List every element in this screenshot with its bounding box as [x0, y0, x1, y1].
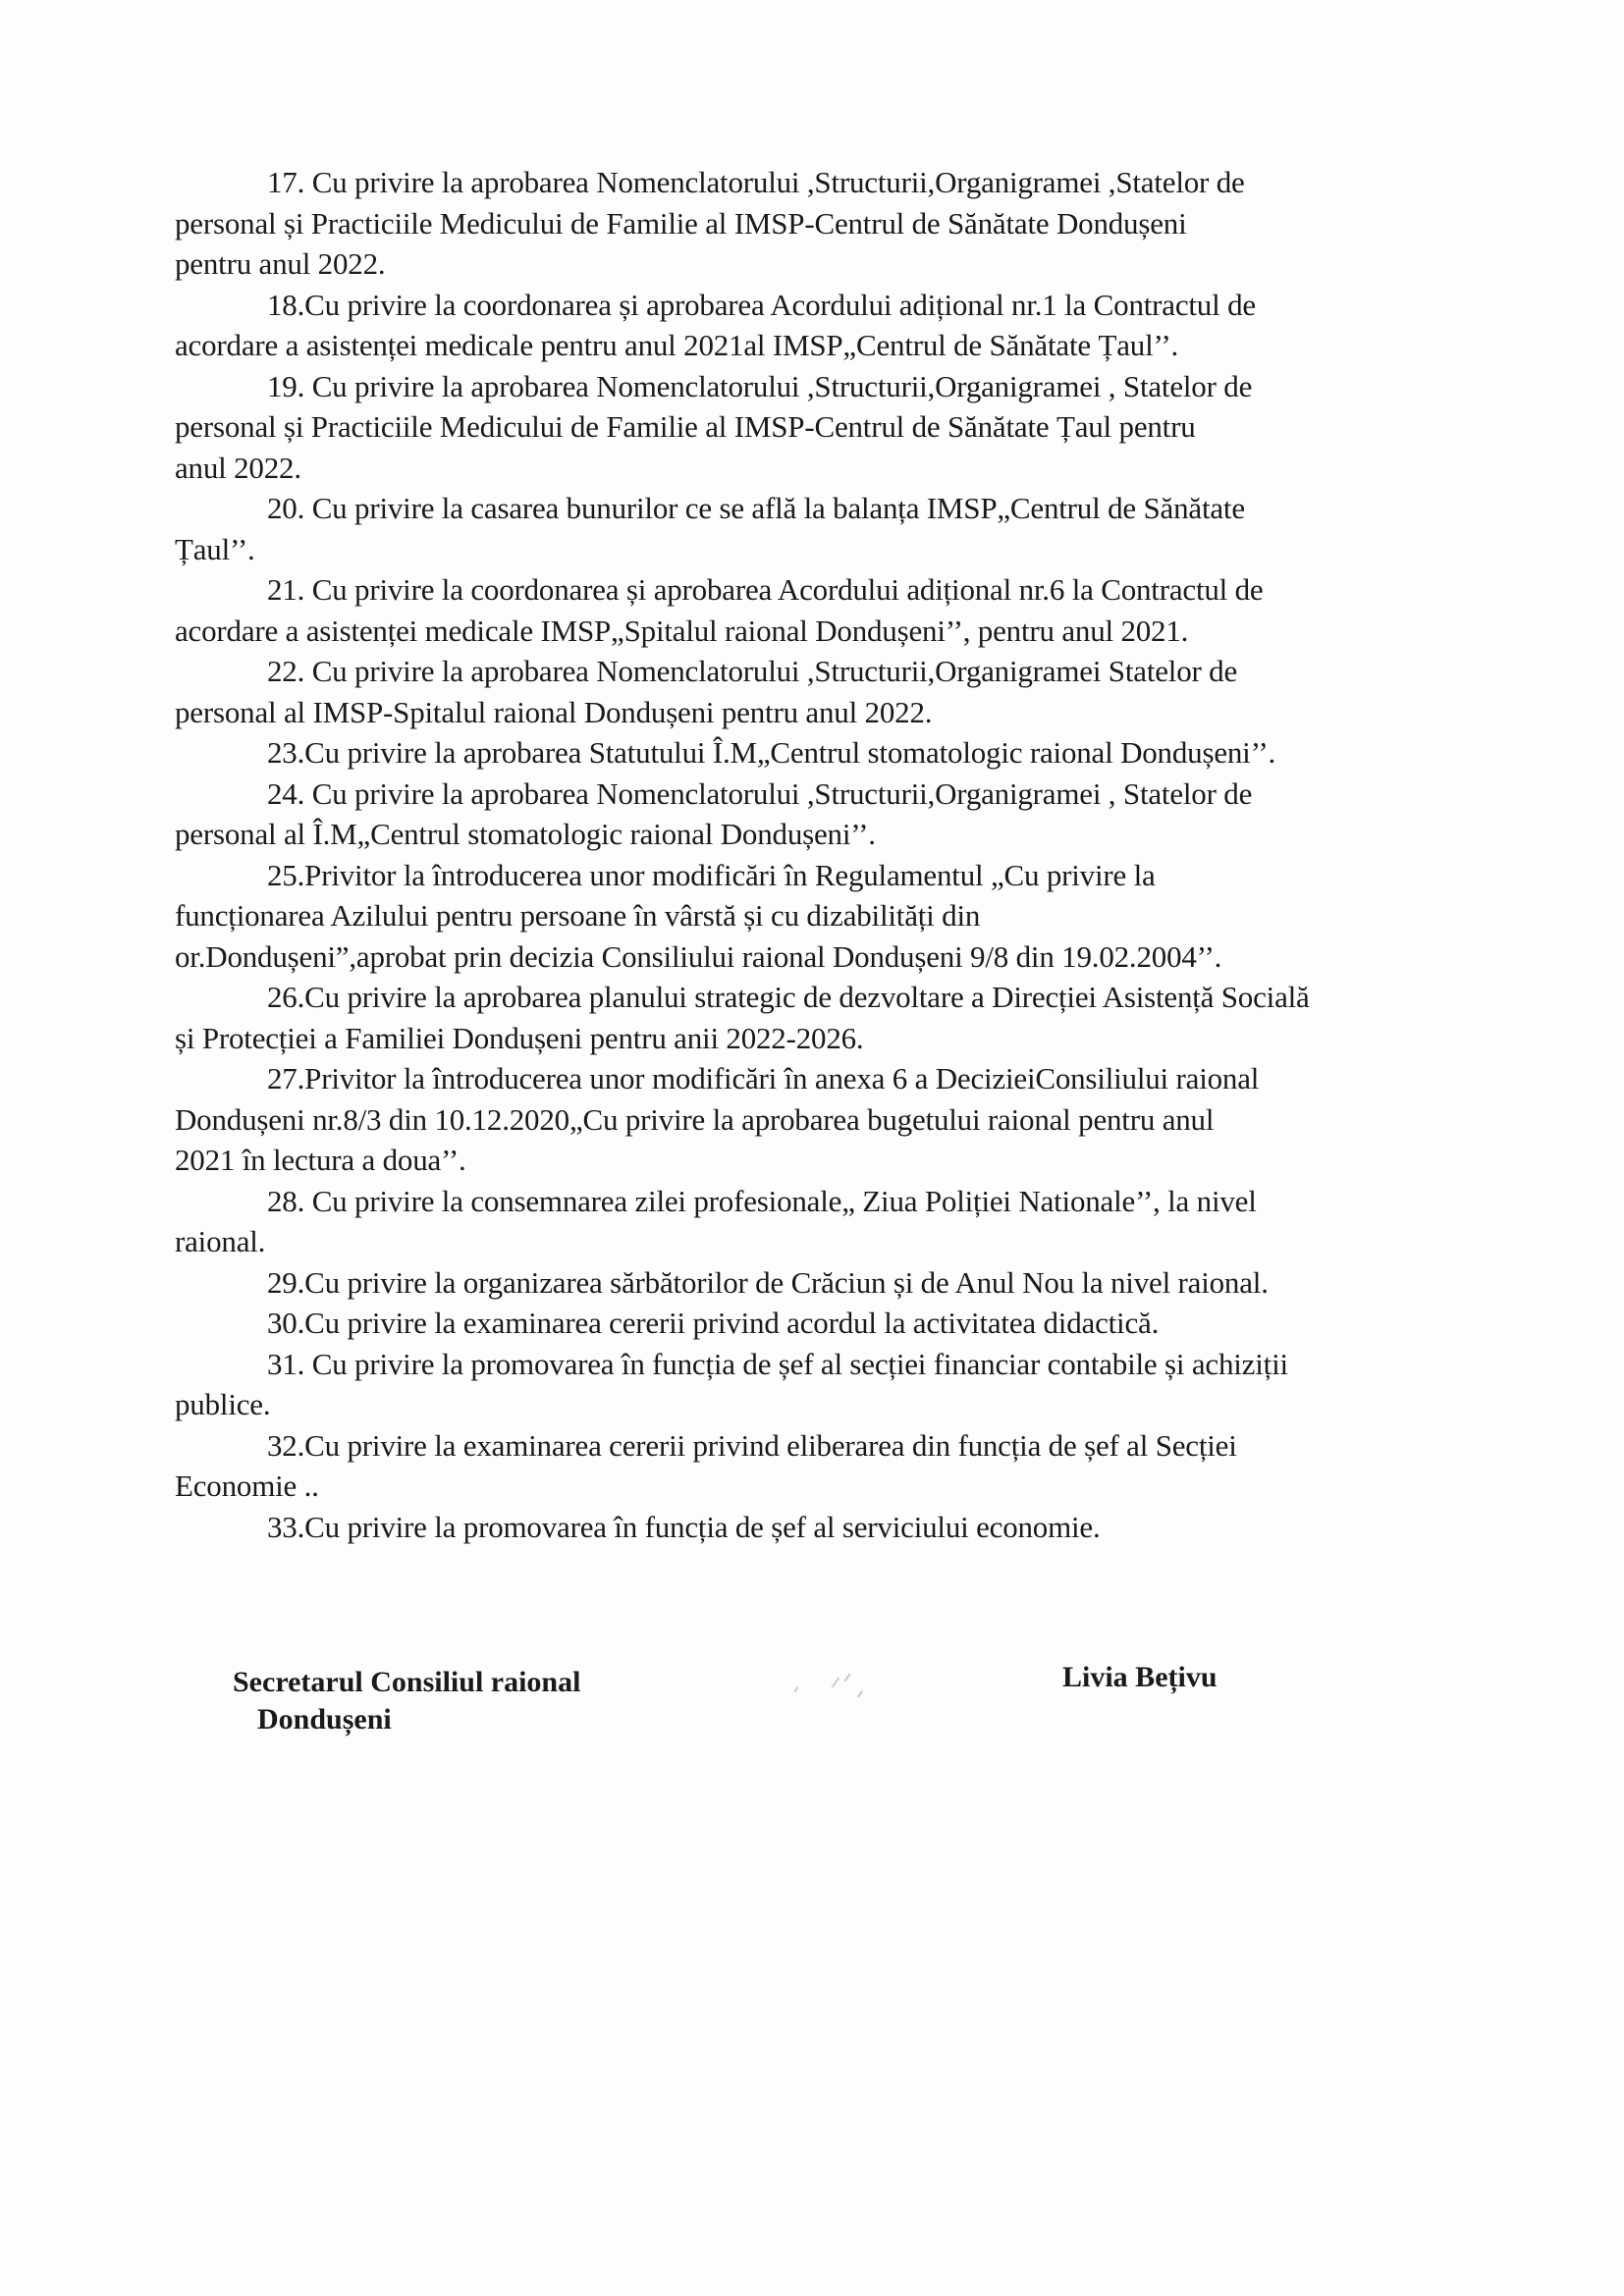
- agenda-item-continuation-line: anul 2022.: [175, 450, 301, 485]
- agenda-item-continuation-line: și Protecției a Familiei Dondușeni pentru anii 2022-2026.: [175, 1020, 864, 1055]
- agenda-item-continuation-line: acordare a asistenței medicale pentru anul 2021al IMSP„Centrul de Sănătate Țaul’’.: [175, 328, 1178, 362]
- agenda-item-continuation-line: personal și Practiciile Medicului de Familie al IMSP-Centrul de Sănătate Țaul pentru: [175, 409, 1196, 444]
- agenda-item-first-line: 17. Cu privire la aprobarea Nomenclatorului ,Structurii,Organigramei ,Statelor de: [267, 165, 1245, 199]
- agenda-item: [221, 732, 1458, 774]
- agenda-item: [175, 855, 1458, 978]
- agenda-item: [175, 774, 1458, 855]
- agenda-item: [221, 1507, 1458, 1548]
- agenda-item-continuation-line: raional.: [175, 1224, 266, 1258]
- agenda-item-first-line: 24. Cu privire la aprobarea Nomenclatorului ,Structurii,Organigramei , Statelor de: [267, 775, 1253, 811]
- agenda-item-first-line: 29.Cu privire la organizarea sărbătorilor de Crăciun și de Anul Nou la nivel raional.: [267, 1264, 1269, 1300]
- agenda-item-first-line: 31. Cu privire la promovarea în funcția de șef al secției financiar contabile și achiziții: [267, 1346, 1288, 1381]
- agenda-item-first-line: 26.Cu privire la aprobarea planului strategic de dezvoltare a Direcției Asistență Socială: [267, 980, 1310, 1014]
- agenda-item-first-line: 33.Cu privire la promovarea în funcția de șef al serviciului economie.: [267, 1509, 1101, 1544]
- agenda-item-continuation-line: personal al IMSP-Spitalul raional Dondușeni pentru anul 2022.: [175, 694, 933, 729]
- agenda-item-first-line: 32.Cu privire la examinarea cererii privind eliberarea din funcția de șef al Secției: [267, 1427, 1237, 1463]
- agenda-item-continuation-line: Economie ..: [175, 1468, 319, 1503]
- agenda-item: [175, 366, 1458, 489]
- agenda-item-continuation-line: funcționarea Azilului pentru persoane în vârstă și cu dizabilități din: [175, 898, 981, 933]
- agenda-item-first-line: 20. Cu privire la casarea bunurilor ce se află la balanța IMSP„Centrul de Sănătate: [267, 491, 1245, 525]
- agenda-item-continuation-line: personal al Î.M„Centrul stomatologic raional Dondușeni’’.: [175, 817, 876, 851]
- agenda-item: [175, 1344, 1458, 1425]
- agenda-item-continuation-line: Dondușeni nr.8/3 din 10.12.2020„Cu privire la aprobarea bugetului raional pentru anul: [175, 1101, 1215, 1137]
- agenda-item: [175, 1425, 1458, 1507]
- signature-title: Secretarul Consiliul raional: [233, 1666, 581, 1698]
- agenda-item-continuation-line: 2021 în lectura a doua’’.: [175, 1143, 466, 1177]
- agenda-item: [175, 977, 1458, 1058]
- agenda-item: [175, 651, 1458, 732]
- agenda-item-continuation-line: Țaul’’.: [175, 531, 255, 566]
- agenda-item: [175, 1058, 1458, 1181]
- agenda-item-first-line: 18.Cu privire la coordonarea și aprobarea Acordului adițional nr.1 la Contractul de: [267, 287, 1256, 322]
- agenda-item-first-line: 19. Cu privire la aprobarea Nomenclatorului ,Structurii,Organigramei , Statelor de: [267, 368, 1253, 403]
- agenda-item-first-line: 23.Cu privire la aprobarea Statutului Î.M„Centrul stomatologic raional Dondușeni’’.: [267, 735, 1276, 770]
- agenda-item-first-line: 28. Cu privire la consemnarea zilei profesionale„ Ziua Poliției Nationale’’, la nivel: [267, 1183, 1257, 1218]
- agenda-item: [175, 569, 1458, 651]
- agenda-item: [221, 1262, 1458, 1304]
- agenda-item: [221, 1303, 1458, 1344]
- agenda-list: [175, 162, 1458, 1547]
- signatory-name: Livia Bețivu: [1062, 1661, 1218, 1693]
- agenda-item-first-line: 25.Privitor la întroducerea unor modificări în Regulamentul „Cu privire la: [267, 857, 1156, 892]
- agenda-item-first-line: 21. Cu privire la coordonarea și aprobarea Acordului adițional nr.6 la Contractul de: [267, 572, 1264, 607]
- handwritten-signature-mark: [766, 1669, 903, 1708]
- agenda-item: [175, 285, 1458, 366]
- agenda-item-continuation-line: pentru anul 2022.: [175, 246, 386, 281]
- agenda-item: [175, 162, 1458, 285]
- signature-place: Dondușeni: [257, 1703, 392, 1735]
- agenda-item-first-line: 27.Privitor la întroducerea unor modificări în anexa 6 a DecizieiConsiliului raional: [267, 1061, 1260, 1095]
- agenda-item: [175, 488, 1458, 569]
- agenda-item-continuation-line: publice.: [175, 1387, 271, 1421]
- agenda-item-continuation-line: acordare a asistenței medicale IMSP„Spitalul raional Dondușeni’’, pentru anul 2021.: [175, 613, 1189, 648]
- agenda-item-first-line: 22. Cu privire la aprobarea Nomenclatorului ,Structurii,Organigramei Statelor de: [267, 654, 1238, 688]
- agenda-item: [175, 1181, 1458, 1262]
- agenda-item-first-line: 30.Cu privire la examinarea cererii privind acordul la activitatea didactică.: [267, 1306, 1160, 1340]
- agenda-item-continuation-line: personal și Practiciile Medicului de Familie al IMSP-Centrul de Sănătate Dondușeni: [175, 205, 1187, 240]
- agenda-item-continuation-line: or.Dondușeni”,aprobat prin decizia Consiliului raional Dondușeni 9/8 din 19.02.2004’’.: [175, 938, 1222, 974]
